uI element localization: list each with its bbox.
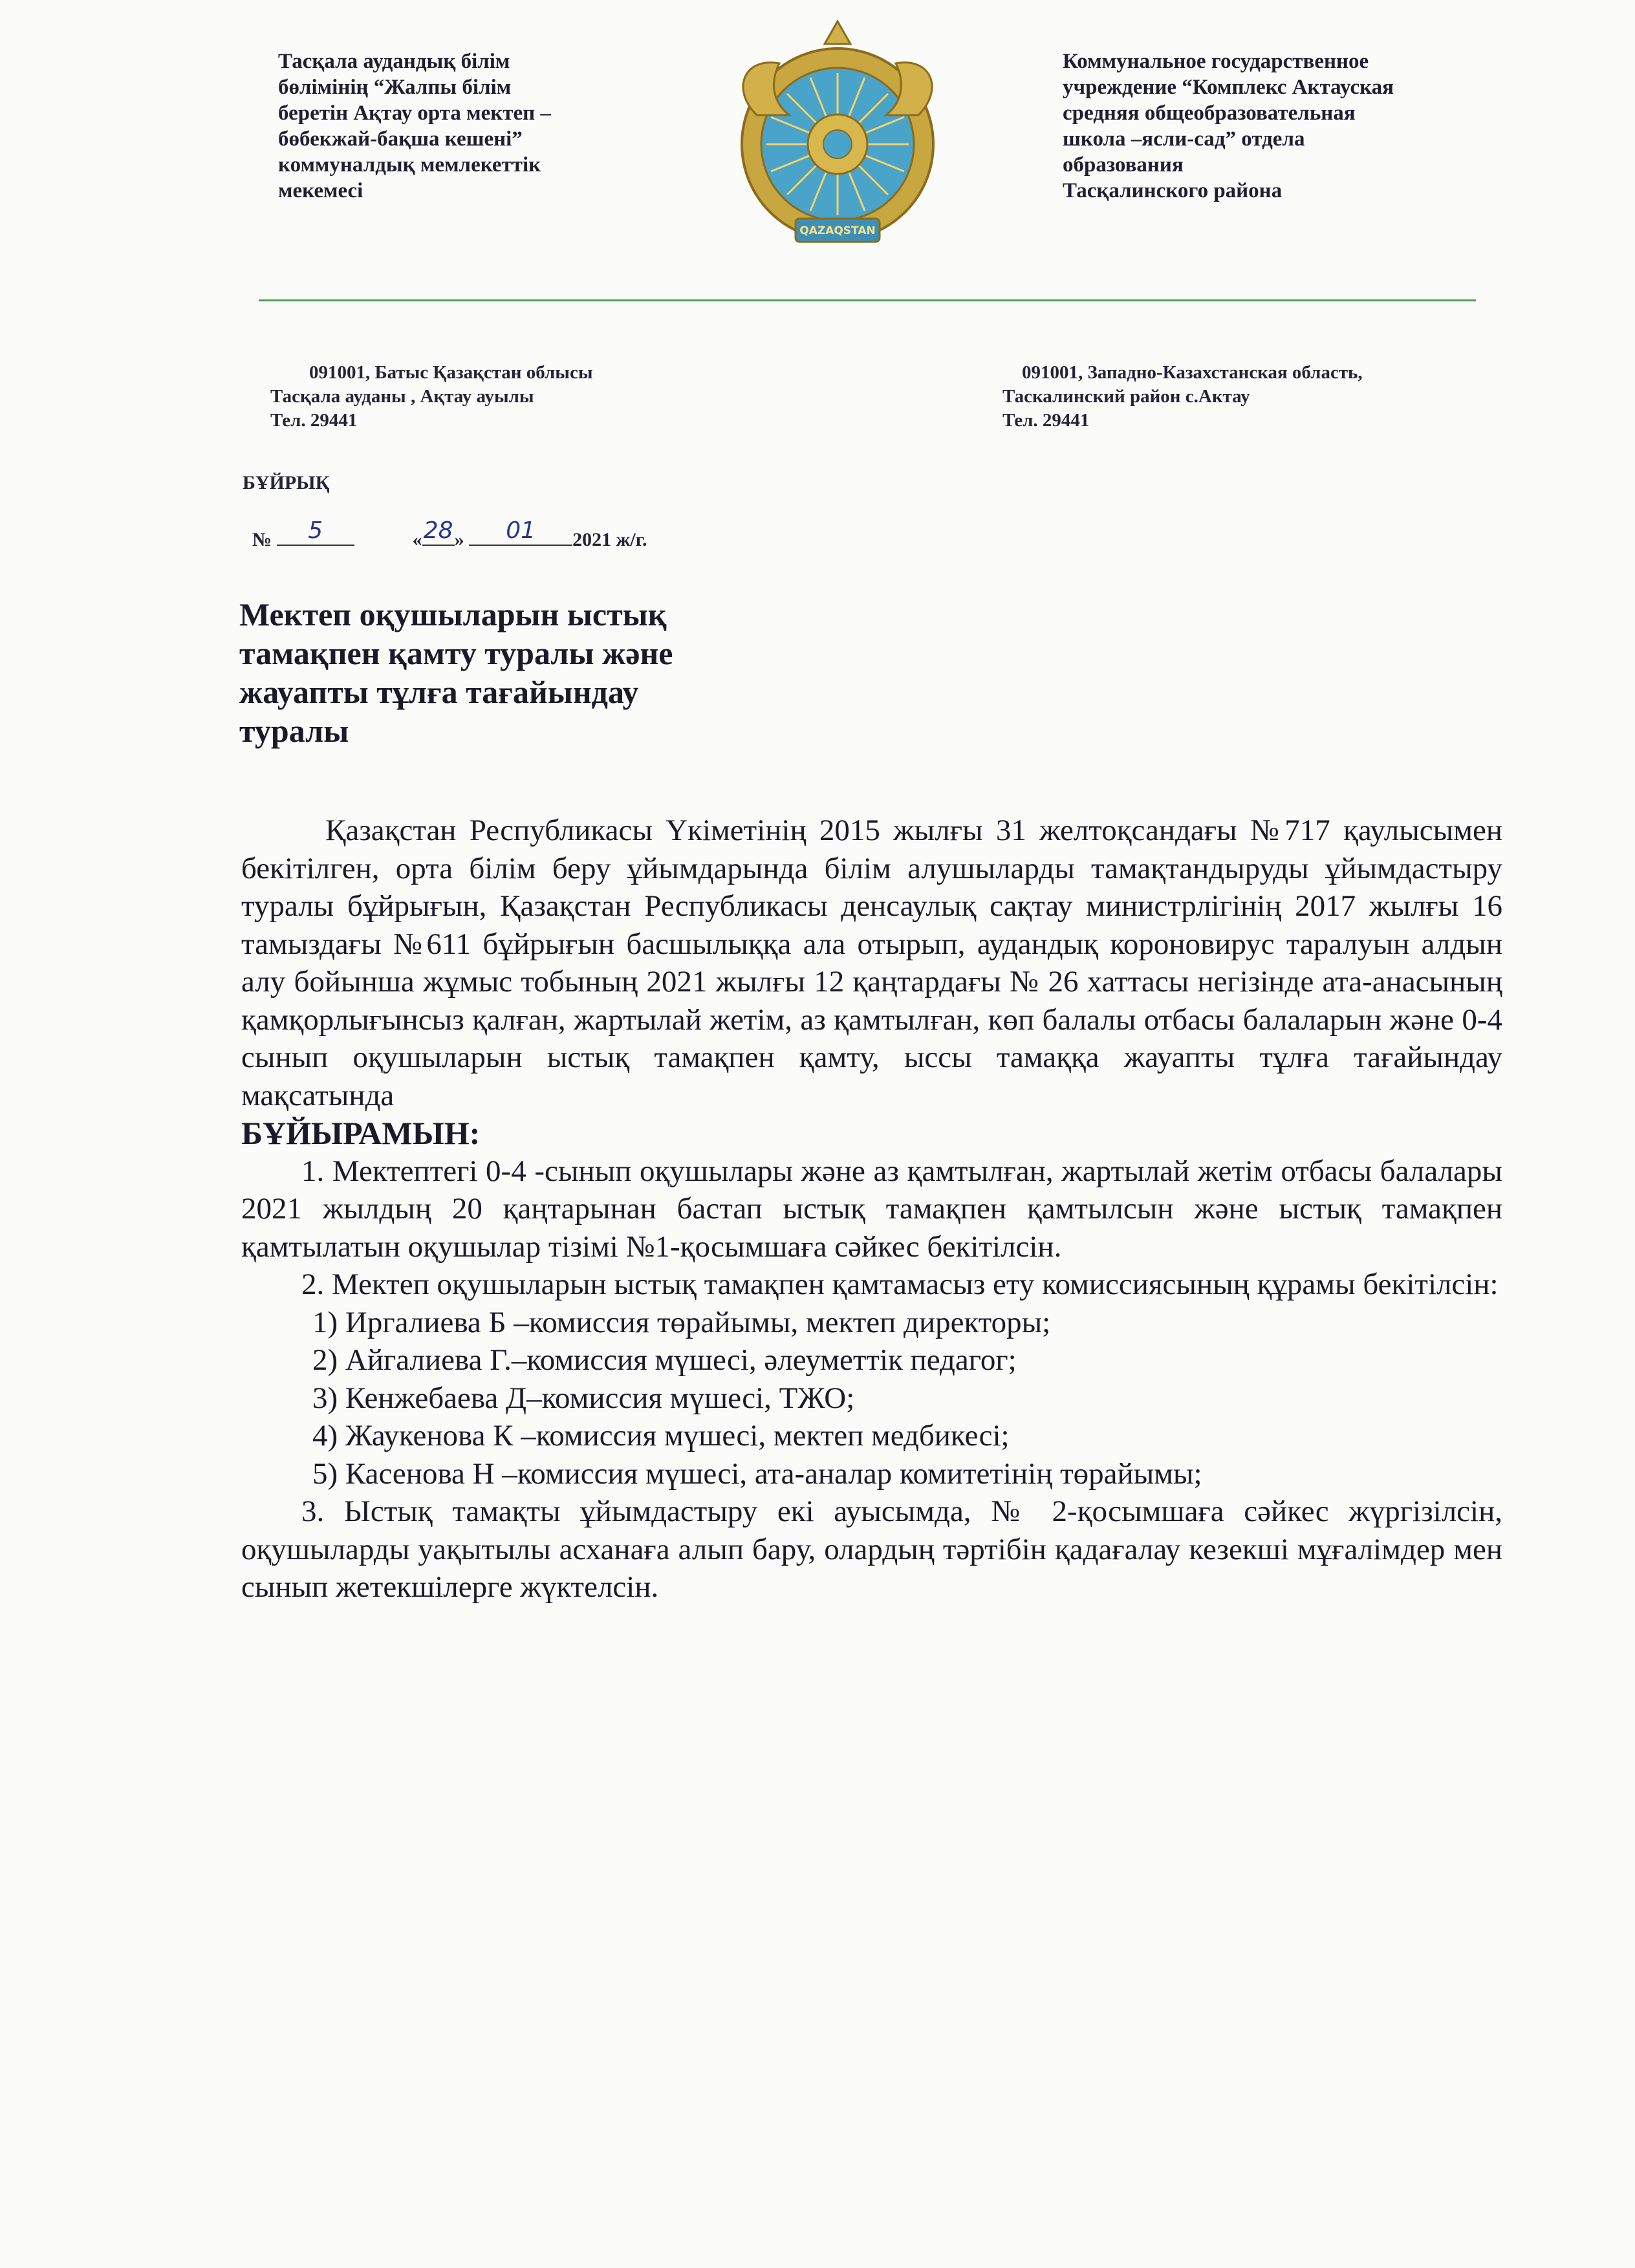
header-line: бөбекжай-бақша кешені” bbox=[278, 127, 523, 151]
order-day-field bbox=[422, 517, 455, 546]
address-phone: Тел. 29441 bbox=[1002, 410, 1090, 431]
order-year: 2021 ж/г. bbox=[572, 529, 647, 550]
address-phone: Тел. 29441 bbox=[270, 410, 358, 431]
commission-member: 1) Иргалиева Б –комиссия төрайымы, мектеп директоры; bbox=[312, 1305, 1051, 1339]
commission-member: 5) Касенова Н –комиссия мүшесі, ата-аналар комитетінің төрайымы; bbox=[312, 1456, 1202, 1491]
state-emblem-icon bbox=[718, 18, 957, 261]
document-body bbox=[241, 812, 1502, 1606]
header-line: школа –ясли-сад” отдела bbox=[1063, 127, 1305, 151]
header-line: средняя общеобразовательная bbox=[1063, 102, 1356, 125]
svg-text:QAZAQSTAN: QAZAQSTAN bbox=[799, 224, 876, 237]
title-line: туралы bbox=[239, 713, 349, 749]
order-number-handwritten: 5 bbox=[308, 517, 323, 544]
order-number-date bbox=[252, 517, 647, 551]
header-line: учреждение “Комплекс Актауская bbox=[1063, 76, 1394, 99]
header-divider bbox=[259, 299, 1476, 301]
address-russian bbox=[1002, 361, 1507, 433]
order-number-prefix: № bbox=[252, 529, 272, 550]
address-line: 091001, Батыс Қазақстан облысы bbox=[309, 362, 593, 383]
title-line: тамақпен қамту туралы және bbox=[239, 635, 673, 671]
commission-member: 2) Айгалиева Г.–комиссия мүшесі, әлеуметтік педагог; bbox=[312, 1343, 1017, 1377]
order-item-2: 2. Мектеп оқушыларын ыстық тамақпен қамтамасыз ету комиссиясының құрамы бекітілсін: bbox=[301, 1268, 1499, 1301]
order-number-field bbox=[277, 517, 354, 546]
header-org-kazakh bbox=[278, 49, 640, 204]
header-line: образования bbox=[1063, 153, 1184, 177]
header-line: мекемесі bbox=[278, 179, 363, 202]
commission-member: 3) Кенжебаева Д–комиссия мүшесі, ТЖО; bbox=[312, 1381, 855, 1415]
title-line: жауапты тұлға тағайындау bbox=[239, 674, 639, 710]
order-month-handwritten: 01 bbox=[506, 517, 536, 544]
header-line: Тасқала аудандық білім bbox=[278, 50, 510, 73]
intro-paragraph: Қазақстан Республикасы Үкіметінің 2015 жылғы 31 желтоқсандағы №717 қаулысымен бекітілген, орта білім беру ұйымдарында білім алушыларды тамақтандыруды ұйымдастыру туралы бұйрығын, Қазақстан Республикасы денсаулық сақтау министрлігінің 2017 жылғы 16 тамыздағы №611 бұйрығын басшылыққа ала отырып, аудандық короновирус таралуын алдын алу бойынша жұмыс тобының 2021 жылғы 12 қаңтардағы № 26 хаттасы негізінде ата-анасының қамқорлығынсыз қалған, жартылай жетім, аз қамтылған, көп балалы отбасы балаларын және 0-4 сынып оқушыларын ыстық тамақпен қамту, ыссы тамаққа жауапты тұлға тағайындау мақсатында bbox=[241, 814, 1502, 1112]
order-item-3: 3. Ыстық тамақты ұйымдастыру екі ауысымда, № 2-қосымшаға сәйкес жүргізілсін, оқушыларды уақытылы асханаға алып бару, олардың тәртібін қадағалау кезекші мұғалімдер мен сынып жетекшілерге жүктелсін. bbox=[241, 1495, 1502, 1604]
document-title bbox=[239, 595, 783, 750]
header-line: коммуналдық мемлекеттік bbox=[278, 153, 541, 177]
order-month-field bbox=[469, 517, 572, 546]
day-close-quote: » bbox=[454, 529, 464, 550]
address-line: Таскалинский район с.Актау bbox=[1002, 386, 1250, 407]
address-kazakh bbox=[270, 361, 762, 433]
order-item-1: 1. Мектептегі 0-4 -сынып оқушылары және аз қамтылған, жартылай жетім отбасы балалары 2021 жылдың 20 қаңтарынан бастап ыстық тамақпен қамтылсын және ыстық тамақпен қамтылатын оқушылар тізімі №1-қосымшаға сәйкес бекітілсін. bbox=[241, 1154, 1502, 1264]
address-line: 091001, Западно-Казахстанская область, bbox=[1022, 362, 1363, 383]
address-line: Тасқала ауданы , Ақтау ауылы bbox=[270, 386, 534, 407]
day-open-quote: « bbox=[412, 529, 422, 550]
order-day-handwritten: 28 bbox=[423, 517, 453, 544]
order-label: БҰЙРЫҚ bbox=[243, 472, 330, 493]
command-heading: БҰЙЫРАМЫН: bbox=[241, 1115, 481, 1151]
header-line: Коммунальное государственное bbox=[1063, 50, 1369, 73]
commission-member: 4) Жаукенова К –комиссия мүшесі, мектеп медбикесі; bbox=[312, 1419, 1010, 1453]
title-line: Мектеп оқушыларын ыстық bbox=[239, 596, 667, 632]
header-line: бөлімінің “Жалпы білім bbox=[278, 76, 512, 99]
header-line: Тасқалинского района bbox=[1063, 179, 1283, 202]
header-org-russian bbox=[1063, 49, 1477, 204]
header-line: беретін Ақтау орта мектеп – bbox=[278, 102, 551, 125]
